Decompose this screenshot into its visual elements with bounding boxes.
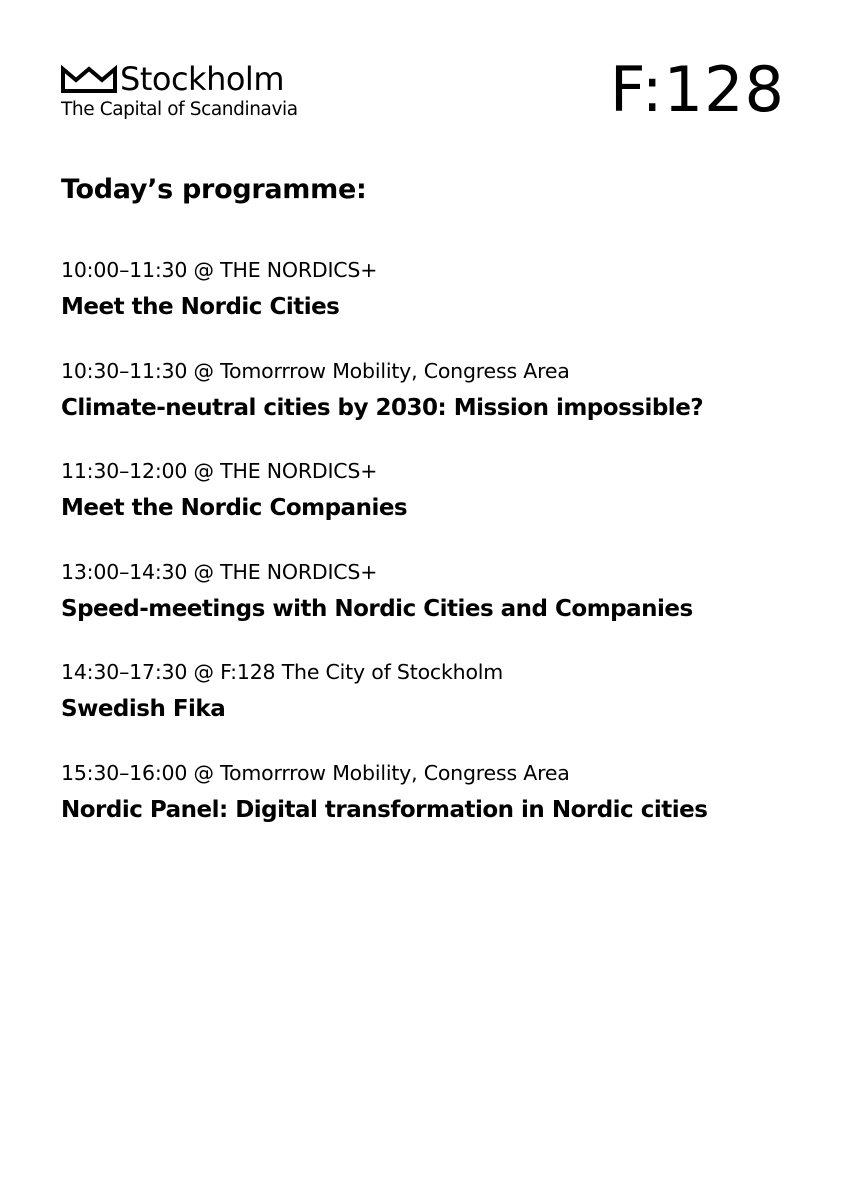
logo-row bbox=[61, 60, 341, 98]
event-time: 14:30–17:30 bbox=[61, 660, 188, 685]
event-title: Meet the Nordic Cities bbox=[61, 294, 340, 320]
event-meta: 13:00–14:30 @ THE NORDICS+ bbox=[61, 559, 378, 584]
event-location: Tomorrrow Mobility, Congress Area bbox=[220, 358, 570, 383]
event-location: THE NORDICS+ bbox=[220, 559, 378, 584]
event-time: 10:30–11:30 bbox=[61, 358, 188, 383]
programme-list bbox=[61, 253, 821, 857]
event-meta: 10:30–11:30 @ Tomorrrow Mobility, Congress Area bbox=[61, 358, 570, 383]
event-meta: 15:30–16:00 @ Tomorrrow Mobility, Congress Area bbox=[61, 760, 570, 785]
event-title: Meet the Nordic Companies bbox=[61, 495, 408, 522]
logo-tagline: The Capital of Scandinavia bbox=[61, 99, 298, 120]
event-title: Swedish Fika bbox=[61, 696, 226, 723]
event-meta: 11:30–12:00 @ THE NORDICS+ bbox=[61, 459, 378, 484]
crown-icon bbox=[61, 63, 117, 95]
programme-heading: Today’s programme: bbox=[61, 174, 367, 205]
programme-item bbox=[61, 655, 821, 756]
event-time: 15:30–16:00 bbox=[61, 760, 188, 785]
event-location: THE NORDICS+ bbox=[220, 258, 378, 282]
event-location: Tomorrrow Mobility, Congress Area bbox=[220, 760, 570, 785]
event-meta: 10:00–11:30 @ THE NORDICS+ bbox=[61, 258, 378, 282]
stockholm-logo bbox=[61, 60, 341, 124]
event-time: 10:00–11:30 bbox=[61, 258, 188, 282]
event-title: Speed-meetings with Nordic Cities and Companies bbox=[61, 595, 693, 622]
programme-item bbox=[61, 756, 821, 857]
event-meta: 14:30–17:30 @ F:128 The City of Stockholm bbox=[61, 660, 504, 685]
event-location: F:128 The City of Stockholm bbox=[220, 660, 504, 685]
event-title: Climate-neutral cities by 2030: Mission impossible? bbox=[61, 394, 704, 421]
programme-item bbox=[61, 253, 821, 354]
event-title: Nordic Panel: Digital transformation in Nordic cities bbox=[61, 796, 708, 823]
event-location: THE NORDICS+ bbox=[220, 459, 378, 484]
event-time: 11:30–12:00 bbox=[61, 459, 188, 484]
event-time: 13:00–14:30 bbox=[61, 559, 188, 584]
booth-number: F:128 bbox=[609, 53, 785, 126]
programme-item bbox=[61, 555, 821, 656]
programme-item bbox=[61, 454, 821, 555]
logo-name: Stockholm bbox=[120, 60, 284, 98]
programme-item bbox=[61, 354, 821, 455]
